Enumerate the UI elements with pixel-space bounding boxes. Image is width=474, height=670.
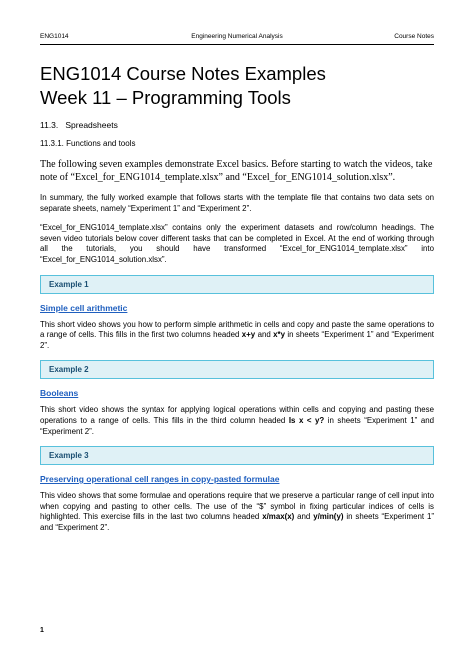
page-content — [40, 62, 434, 543]
section-number: 11.3. — [40, 120, 59, 130]
header-course-title: Engineering Numerical Analysis — [191, 33, 283, 40]
intro-paragraph: The following seven examples demonstrate Excel basics. Before starting to watch the videos, take note of “Excel_for_ENG1014_template.xlsx” and “Excel_for_ENG1014_solution.xlsx”. — [40, 159, 433, 183]
example-2-video-link[interactable]: Booleans — [40, 388, 79, 399]
example-1-description: This short video shows you how to perform simple arithmetic in cells and copy and paste the same operations to a range of cells. This fills in the first two columns headed x+y and x*y in sheets “Experiment 1” and “Experiment 2”. — [40, 319, 434, 350]
section-name: Spreadsheets — [65, 120, 118, 130]
subsection-heading: 11.3.1. Functions and tools — [40, 139, 136, 148]
page-subtitle: Week 11 – Programming Tools — [40, 87, 291, 108]
summary-paragraph: In summary, the fully worked example that follows starts with the template file that contains two data sets on separate sheets, namely “Experiment 1” and “Experiment 2”. — [40, 193, 434, 213]
example-2-description: This short video shows the syntax for applying logical operations within cells and copying and pasting these operations to a range of cells. This fills in the third column headed Is x < y? in sheets “Experiment 1” and “Experiment 2”. — [40, 405, 434, 436]
example-1-video-link[interactable]: Simple cell arithmetic — [40, 302, 128, 313]
section-heading — [40, 120, 434, 130]
template-paragraph: “Excel_for_ENG1014_template.xlsx” contains only the experiment datasets and row/column headings. The seven video tutorials below cover different tasks that can be completed in Excel. At the end of working through all the tutorials, you should have transformed “Excel_for_ENG1014_template.xlsx” into “Excel_for_ENG1014_solution.xlsx”. — [40, 223, 434, 264]
example-2-header: Example 2 — [40, 360, 434, 379]
header-doc-type: Course Notes — [394, 33, 434, 40]
example-1-header: Example 1 — [40, 275, 434, 294]
example-3-video-link[interactable]: Preserving operational cell ranges in copy-pasted formulae — [40, 474, 280, 485]
header-rule — [40, 44, 434, 45]
header-course-code: ENG1014 — [40, 33, 69, 40]
page-number: 1 — [40, 627, 44, 634]
example-3-header: Example 3 — [40, 446, 434, 465]
page-title: ENG1014 Course Notes Examples — [40, 63, 326, 84]
example-3-description: This video shows that some formulae and operations require that we preserve a particular range of cell input into when copying and pasting to other cells. The use of the “$” symbol in fixing particular indices of cells is highlighted. This exercise fills in the last two columns headed x/max(x) and y/min(y) in sheets “Experiment 1” and “Experiment 2”. — [40, 491, 434, 532]
